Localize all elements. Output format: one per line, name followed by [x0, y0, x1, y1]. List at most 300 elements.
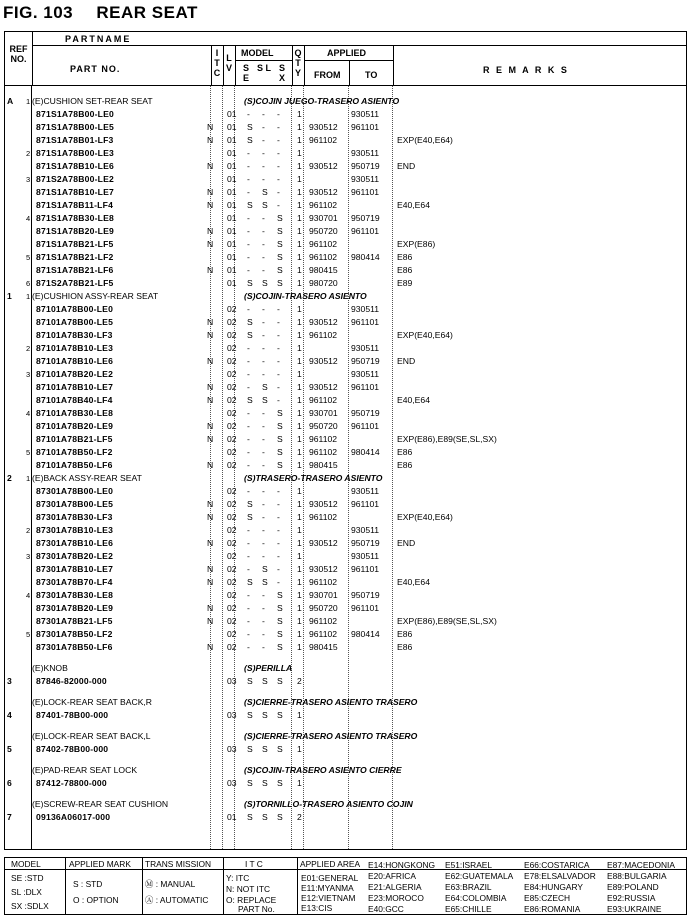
cell-q: 1: [297, 135, 302, 145]
cell-itc: N: [207, 161, 214, 171]
cell-s3: S: [277, 252, 283, 262]
table-row: [4, 303, 687, 316]
cell-itc: N: [207, 395, 214, 405]
area-e21: E21:ALGERIA: [368, 882, 422, 892]
cell-rem: E40,E64: [397, 395, 430, 405]
legend: [4, 857, 687, 915]
cell-desc: (E)CUSHION ASSY-REAR SEAT: [32, 291, 159, 301]
figure-name: REAR SEAT: [96, 3, 198, 22]
cell-pn: 87101A78B40-LF4: [36, 395, 113, 405]
cell-to: 930511: [351, 525, 380, 535]
cell-from: 961102: [309, 252, 338, 262]
cell-s2: S: [262, 200, 268, 210]
cell-s1: S: [247, 122, 253, 132]
table-row: [4, 121, 687, 134]
cell-pn: 87301A78B30-LF3: [36, 512, 113, 522]
cell-rem: END: [397, 161, 416, 171]
cell-s3: S: [277, 421, 283, 431]
cell-s1: S: [247, 778, 253, 788]
cell-s1: -: [247, 252, 250, 262]
table-row: [4, 675, 687, 688]
cell-s1: S: [247, 577, 253, 587]
cell-pn: 87101A78B30-LE8: [36, 408, 114, 418]
cell-to: 950719: [351, 213, 380, 223]
area-e23: E23:MOROCO: [368, 893, 424, 903]
cell-s1: -: [247, 343, 250, 353]
lv-header: [224, 53, 234, 73]
cell-s1: -: [247, 564, 250, 574]
cell-s2: -: [262, 499, 265, 509]
cell-rem: E40,E64: [397, 577, 430, 587]
page-title: [3, 3, 198, 23]
cell-to: 961101: [351, 564, 380, 574]
table-row: [4, 709, 687, 722]
cell-sub: 2: [26, 526, 31, 535]
legend-model-sx: SX :SDLX: [11, 901, 49, 911]
table-row: [4, 264, 687, 277]
area-e66: E66:COSTARICA: [524, 860, 590, 870]
cell-lv: 01: [227, 109, 237, 119]
cell-sub: 4: [26, 214, 31, 223]
cell-s2: -: [262, 343, 265, 353]
cell-spn: (S)COJIN-TRASERO ASIENTO CIERRE: [244, 765, 402, 775]
cell-pn: 871S2A78B21-LF5: [36, 278, 114, 288]
cell-lv: 02: [227, 564, 237, 574]
part-no-header: PART NO.: [70, 64, 121, 74]
cell-s2: -: [262, 304, 265, 314]
cell-q: 1: [297, 512, 302, 522]
no-label: NO.: [10, 54, 27, 64]
legend-itc-o: O: REPLACE: [226, 895, 277, 905]
cell-lv: 01: [227, 122, 237, 132]
cell-lv: 02: [227, 434, 237, 444]
cell-to: 930511: [351, 109, 380, 119]
cell-q: 1: [297, 369, 302, 379]
table-row: [4, 498, 687, 511]
cell-s3: -: [277, 161, 280, 171]
part-heading-row: [4, 730, 687, 743]
table-row: [4, 743, 687, 756]
cell-rem: EXP(E86),E89(SE,SL,SX): [397, 616, 497, 626]
applied-header: APPLIED: [327, 48, 367, 58]
cell-to: 930511: [351, 343, 380, 353]
cell-s1: -: [247, 304, 250, 314]
table-row: [4, 420, 687, 433]
area-e13: E13:CIS: [301, 903, 333, 913]
cell-lv: 02: [227, 538, 237, 548]
cell-from: 961102: [309, 434, 338, 444]
cell-s1: S: [247, 512, 253, 522]
cell-s3: -: [277, 382, 280, 392]
cell-s1: -: [247, 161, 250, 171]
cell-rem: E86: [397, 252, 413, 262]
table-row: [4, 811, 687, 824]
cell-pn: 87846-82000-000: [36, 676, 107, 686]
cell-pn: 87301A78B20-LE9: [36, 603, 114, 613]
cell-s2: S: [262, 278, 268, 288]
cell-to: 961101: [351, 421, 380, 431]
cell-s1: -: [247, 460, 250, 470]
cell-q: 1: [297, 109, 302, 119]
cell-from: 961102: [309, 616, 338, 626]
cell-s1: -: [247, 382, 250, 392]
cell-to: 930511: [351, 369, 380, 379]
area-e12: E12:VIETNAM: [301, 893, 356, 903]
cell-sub: 5: [26, 448, 31, 457]
cell-lv: 02: [227, 486, 237, 496]
cell-rem: E40,E64: [397, 200, 430, 210]
cell-lv: 02: [227, 382, 237, 392]
cell-from: 930701: [309, 590, 338, 600]
cell-pn: 87301A78B70-LF4: [36, 577, 113, 587]
cell-s1: -: [247, 226, 250, 236]
table-row: [4, 576, 687, 589]
cell-pn: 87301A78B30-LE8: [36, 590, 114, 600]
table-row: [4, 316, 687, 329]
cell-spn: (S)TORNILLO-TRASERO ASIENTO COJIN: [244, 799, 413, 809]
cell-sub: 3: [26, 370, 31, 379]
cell-desc: (E)CUSHION SET-REAR SEAT: [32, 96, 153, 106]
qty-q: Q: [294, 48, 302, 58]
cell-s3: S: [277, 590, 283, 600]
cell-pn: 871S1A78B10-LE7: [36, 187, 115, 197]
cell-q: 1: [297, 447, 302, 457]
cell-s2: -: [262, 603, 265, 613]
cell-from: 930512: [309, 382, 338, 392]
cell-q: 1: [297, 395, 302, 405]
legend-itc-header: I T C: [245, 859, 263, 869]
legend-area-header: APPLIED AREA: [300, 859, 361, 869]
cell-spn: (S)COJIN JUEGO-TRASERO ASIENTO: [244, 96, 400, 106]
cell-s2: -: [262, 629, 265, 639]
cell-lv: 03: [227, 744, 237, 754]
cell-s3: -: [277, 304, 280, 314]
cell-q: 1: [297, 239, 302, 249]
part-heading-row: [4, 696, 687, 709]
cell-from: 930512: [309, 161, 338, 171]
cell-q: 1: [297, 460, 302, 470]
cell-from: 961102: [309, 135, 338, 145]
cell-s2: -: [262, 512, 265, 522]
cell-s1: S: [247, 317, 253, 327]
cell-from: 980415: [309, 460, 338, 470]
cell-rem: E89: [397, 278, 413, 288]
cell-itc: N: [207, 122, 214, 132]
cell-ref: A: [7, 96, 14, 106]
cell-s1: S: [247, 135, 253, 145]
area-e65: E65:CHILLE: [445, 904, 492, 914]
model-header: MODEL: [241, 48, 274, 58]
table-row: [4, 108, 687, 121]
cell-q: 1: [297, 603, 302, 613]
cell-s1: -: [247, 408, 250, 418]
cell-itc: N: [207, 499, 214, 509]
cell-s3: -: [277, 512, 280, 522]
cell-from: 961102: [309, 512, 338, 522]
part-heading-row: [4, 95, 687, 108]
cell-s3: S: [277, 226, 283, 236]
cell-spn: (S)COJIN-TRASERO ASIENTO: [244, 291, 367, 301]
cell-s2: S: [262, 744, 268, 754]
cell-lv: 02: [227, 304, 237, 314]
cell-itc: N: [207, 330, 214, 340]
cell-lv: 03: [227, 710, 237, 720]
cell-s3: S: [277, 710, 283, 720]
cell-q: 1: [297, 122, 302, 132]
cell-lv: 02: [227, 616, 237, 626]
qty-y: Y: [294, 68, 301, 78]
cell-itc: N: [207, 317, 214, 327]
legend-applied-mark-header: APPLIED MARK: [69, 859, 131, 869]
to-header: TO: [365, 70, 378, 80]
cell-s3: -: [277, 486, 280, 496]
qty-t: T: [295, 58, 301, 68]
cell-s1: -: [247, 265, 250, 275]
table-row: [4, 602, 687, 615]
area-e20: E20:AFRICA: [368, 871, 416, 881]
legend-trans-automatic: Ⓐ : AUTOMATIC: [145, 895, 209, 905]
legend-trans-manual: Ⓜ : MANUAL: [145, 879, 196, 889]
cell-s2: -: [262, 525, 265, 535]
cell-s3: -: [277, 564, 280, 574]
cell-from: 930512: [309, 187, 338, 197]
cell-q: 1: [297, 161, 302, 171]
cell-s3: -: [277, 343, 280, 353]
cell-lv: 02: [227, 629, 237, 639]
cell-q: 1: [297, 265, 302, 275]
cell-lv: 02: [227, 330, 237, 340]
lv-l: L: [226, 53, 232, 63]
cell-s2: -: [262, 109, 265, 119]
cell-to: 961101: [351, 122, 380, 132]
cell-s3: -: [277, 525, 280, 535]
cell-sub: 2: [26, 149, 31, 158]
cell-s3: -: [277, 369, 280, 379]
cell-pn: 87101A78B10-LE7: [36, 382, 114, 392]
cell-sub: 3: [26, 175, 31, 184]
cell-to: 980414: [351, 629, 380, 639]
cell-s3: S: [277, 408, 283, 418]
cell-lv: 03: [227, 676, 237, 686]
cell-to: 950719: [351, 356, 380, 366]
legend-itc-partno: PART No.: [238, 904, 275, 914]
cell-s3: -: [277, 187, 280, 197]
cell-ref: 4: [7, 710, 12, 720]
cell-lv: 02: [227, 512, 237, 522]
cell-to: 961101: [351, 603, 380, 613]
cell-to: 930511: [351, 304, 380, 314]
cell-s3: S: [277, 778, 283, 788]
table-row: [4, 251, 687, 264]
table-row: [4, 628, 687, 641]
part-heading-row: [4, 662, 687, 675]
cell-lv: 01: [227, 213, 237, 223]
cell-pn: 87101A78B20-LE2: [36, 369, 114, 379]
cell-q: 1: [297, 564, 302, 574]
table-row: [4, 550, 687, 563]
cell-s2: S: [262, 812, 268, 822]
cell-s2: -: [262, 265, 265, 275]
cell-s1: S: [247, 330, 253, 340]
table-row: [4, 615, 687, 628]
table-row: [4, 147, 687, 160]
cell-s3: -: [277, 395, 280, 405]
cell-to: 961101: [351, 226, 380, 236]
cell-itc: N: [207, 460, 214, 470]
cell-to: 930511: [351, 486, 380, 496]
cell-itc: N: [207, 265, 214, 275]
cell-lv: 02: [227, 343, 237, 353]
cell-s3: -: [277, 122, 280, 132]
cell-s3: -: [277, 330, 280, 340]
cell-q: 1: [297, 304, 302, 314]
model-se: S E: [242, 63, 249, 83]
cell-lv: 01: [227, 187, 237, 197]
cell-s1: -: [247, 421, 250, 431]
table-row: [4, 407, 687, 420]
itc-t: T: [214, 58, 220, 68]
cell-s2: S: [262, 187, 268, 197]
cell-lv: 02: [227, 525, 237, 535]
table-row: [4, 212, 687, 225]
cell-itc: N: [207, 616, 214, 626]
area-e78: E78:ELSALVADOR: [524, 871, 596, 881]
table-row: [4, 433, 687, 446]
cell-s2: -: [262, 642, 265, 652]
cell-to: 930511: [351, 148, 380, 158]
cell-sub: 2: [26, 344, 31, 353]
cell-s2: -: [262, 369, 265, 379]
part-heading-row: [4, 472, 687, 485]
cell-pn: 871S1A78B10-LE6: [36, 161, 115, 171]
cell-sub: 4: [26, 591, 31, 600]
cell-lv: 02: [227, 551, 237, 561]
cell-q: 1: [297, 356, 302, 366]
cell-s2: -: [262, 226, 265, 236]
area-e84: E84:HUNGARY: [524, 882, 583, 892]
table-row: [4, 446, 687, 459]
cell-q: 1: [297, 710, 302, 720]
cell-s2: S: [262, 710, 268, 720]
cell-sub: 6: [26, 279, 31, 288]
cell-s3: S: [277, 744, 283, 754]
cell-lv: 01: [227, 161, 237, 171]
cell-lv: 01: [227, 278, 237, 288]
cell-pn: 871S1A78B00-LE3: [36, 148, 115, 158]
cell-q: 1: [297, 200, 302, 210]
cell-pn: 87301A78B00-LE5: [36, 499, 114, 509]
cell-s2: S: [262, 382, 268, 392]
cell-s2: S: [262, 676, 268, 686]
cell-from: 930512: [309, 564, 338, 574]
area-e63: E63:BRAZIL: [445, 882, 492, 892]
cell-lv: 02: [227, 460, 237, 470]
table-row: [4, 777, 687, 790]
legend-mark-option: O : OPTION: [73, 895, 119, 905]
cell-from: 961102: [309, 239, 338, 249]
cell-sub: 1: [26, 292, 31, 301]
cell-pn: 871S1A78B30-LE8: [36, 213, 115, 223]
cell-q: 1: [297, 744, 302, 754]
cell-ref: 2: [7, 473, 12, 483]
cell-to: 950719: [351, 408, 380, 418]
cell-s3: -: [277, 200, 280, 210]
cell-s2: -: [262, 486, 265, 496]
cell-itc: N: [207, 538, 214, 548]
cell-desc: (E)PAD-REAR SEAT LOCK: [32, 765, 138, 775]
cell-pn: 871S1A78B21-LF5: [36, 239, 114, 249]
cell-q: 1: [297, 629, 302, 639]
cell-q: 1: [297, 278, 302, 288]
part-heading-row: [4, 290, 687, 303]
remarks-header: R E M A R K S: [483, 65, 569, 75]
cell-s1: -: [247, 447, 250, 457]
cell-q: 1: [297, 616, 302, 626]
legend-itc-y: Y: ITC: [226, 873, 250, 883]
cell-rem: EXP(E86),E89(SE,SL,SX): [397, 434, 497, 444]
table-row: [4, 394, 687, 407]
cell-itc: N: [207, 512, 214, 522]
cell-from: 961102: [309, 577, 338, 587]
cell-s1: -: [247, 538, 250, 548]
cell-itc: N: [207, 187, 214, 197]
cell-s3: S: [277, 278, 283, 288]
cell-s3: S: [277, 629, 283, 639]
cell-s1: -: [247, 603, 250, 613]
cell-pn: 871S1A78B20-LE9: [36, 226, 115, 236]
cell-q: 1: [297, 642, 302, 652]
cell-sub: 4: [26, 409, 31, 418]
legend-model-header: MODEL: [11, 859, 41, 869]
cell-itc: N: [207, 577, 214, 587]
cell-q: 1: [297, 148, 302, 158]
cell-pn: 871S1A78B21-LF2: [36, 252, 114, 262]
table-row: [4, 225, 687, 238]
legend-itc-n: N: NOT ITC: [226, 884, 271, 894]
cell-pn: 87412-78800-000: [36, 778, 107, 788]
cell-s2: S: [262, 778, 268, 788]
cell-s3: -: [277, 577, 280, 587]
cell-sub: 1: [26, 474, 31, 483]
cell-s1: -: [247, 616, 250, 626]
ref-no-header: [6, 44, 31, 64]
cell-s1: -: [247, 187, 250, 197]
cell-q: 1: [297, 577, 302, 587]
table-row: [4, 641, 687, 654]
cell-q: 1: [297, 343, 302, 353]
cell-from: 961102: [309, 629, 338, 639]
cell-s3: S: [277, 239, 283, 249]
cell-s1: -: [247, 486, 250, 496]
cell-itc: N: [207, 434, 214, 444]
cell-itc: N: [207, 200, 214, 210]
cell-from: 961102: [309, 200, 338, 210]
cell-s1: S: [247, 395, 253, 405]
table-row: [4, 199, 687, 212]
cell-s2: -: [262, 174, 265, 184]
cell-pn: 87402-78B00-000: [36, 744, 109, 754]
cell-lv: 02: [227, 577, 237, 587]
table-row: [4, 381, 687, 394]
cell-from: 950720: [309, 421, 338, 431]
cell-rem: EXP(E86): [397, 239, 436, 249]
cell-s1: S: [247, 200, 253, 210]
cell-itc: N: [207, 564, 214, 574]
cell-lv: 02: [227, 395, 237, 405]
table-row: [4, 134, 687, 147]
legend-model-sl: SL :DLX: [11, 887, 42, 897]
cell-s1: S: [247, 278, 253, 288]
